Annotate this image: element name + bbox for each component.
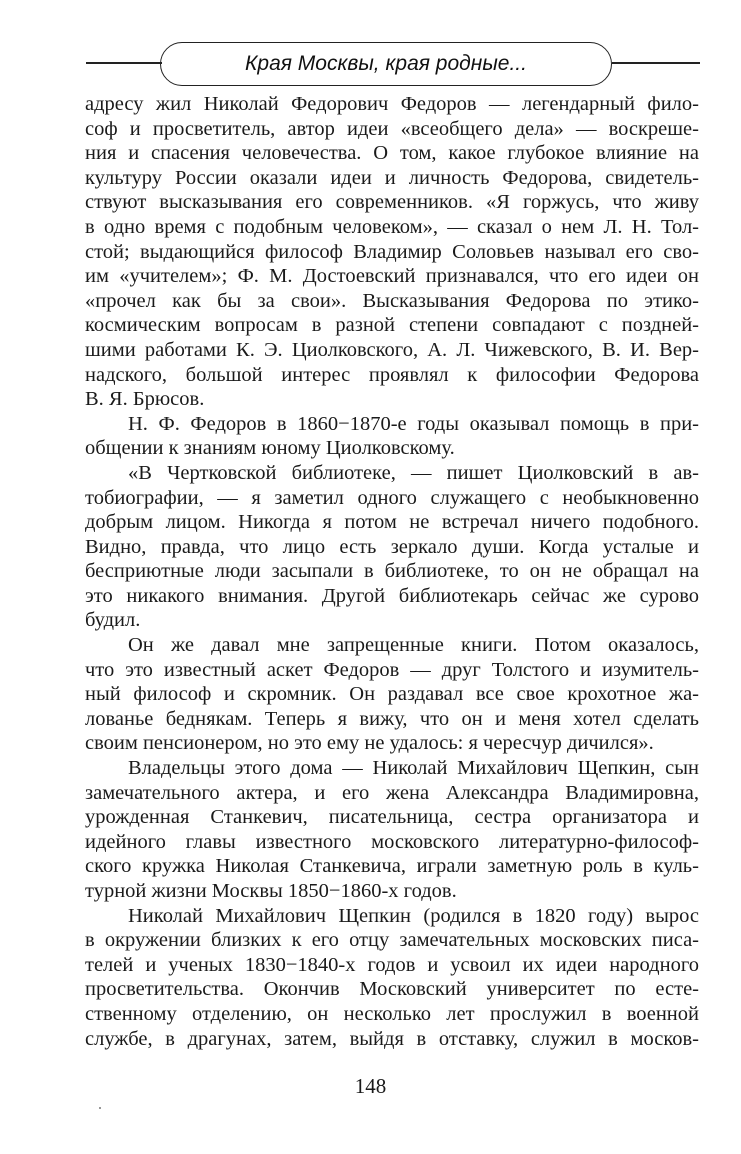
header-rule-left [86, 62, 162, 64]
text-line: общении к знаниям юному Циолковскому. [85, 437, 455, 460]
paragraph [85, 92, 699, 412]
paragraph [85, 633, 699, 756]
text-line: Николай Михайлович Щепкин (родился в 1820 году) вырос [128, 904, 699, 927]
paragraph [85, 756, 699, 904]
paragraph [85, 461, 699, 633]
running-header [160, 42, 612, 86]
text-line: Владельцы этого дома — Николай Михайлович Щепкин, сын [128, 757, 699, 780]
text-line: космическим вопросам в разной степени совпадают с поздней- [85, 314, 699, 337]
text-line: им «учителем»; Ф. М. Достоевский признавался, что его идеи он [85, 265, 699, 288]
text-line: ный философ и скромник. Он раздавал все свое крохотное жа- [85, 683, 699, 706]
text-line: надского, большой интерес проявлял к философии Федорова [85, 363, 699, 386]
text-line: шими работами К. Э. Циолковского, А. Л. Чижевского, В. И. Вер- [85, 338, 699, 361]
text-line: турной жизни Москвы 1850−1860-х годов. [85, 880, 457, 902]
text-line: ствуют высказывания его современников. «Я горжусь, что живу [85, 191, 699, 214]
header-rule-right [612, 62, 700, 64]
text-line: службе, в драгунах, затем, выйдя в отставку, служил в москов- [85, 1027, 699, 1050]
text-line: «В Чертковской библиотеке, — пишет Циолковский в ав- [128, 461, 699, 484]
text-line: в окружении близких к его отцу замечательных московских писа- [85, 929, 699, 952]
paragraph [85, 412, 699, 461]
running-header-title: Края Москвы, края родные... [245, 52, 527, 75]
text-line: идейного главы известного московского литературно-философ- [85, 830, 699, 853]
text-line: это никакого внимания. Другой библиотекарь сейчас же сурово [85, 584, 699, 607]
text-line: ственному отделению, он несколько лет прослужил в военной [85, 1002, 699, 1025]
text-line: тобиографии, — я заметил одного служащего с необыкновенно [85, 486, 699, 509]
scan-speck [99, 1107, 101, 1109]
text-line: что это известный аскет Федоров — друг Толстого и изумитель- [85, 658, 699, 681]
text-line: будил. [85, 609, 141, 632]
page-number: 148 [354, 1074, 387, 1098]
text-line: культуру России оказали идеи и личность Федорова, свидетель- [85, 166, 699, 189]
text-line: в одно время с подобным человеком», — сказал о нем Л. Н. Тол- [85, 215, 699, 238]
text-line: ского кружка Николая Станкевича, играли заметную роль в куль- [85, 855, 699, 878]
text-line: замечательного актера, и его жена Александра Владимировна, [85, 781, 699, 804]
text-line: «прочел как бы за свои». Высказывания Федорова по этико- [85, 289, 699, 312]
body-text [85, 92, 699, 1051]
text-line: адресу жил Николай Федорович Федоров — легендарный фило- [85, 93, 699, 115]
text-line: Он же давал мне запрещенные книги. Потом оказалось, [128, 634, 699, 657]
text-line: бесприютные люди засыпали в библиотеке, то он не обращал на [85, 560, 699, 583]
text-line: урожденная Станкевич, писательница, сестра организатора и [85, 806, 699, 829]
text-line: лованье беднякам. Теперь я вижу, что он и меня хотел сделать [85, 707, 699, 730]
text-line: ния и спасения человечества. О том, какое глубокое влияние на [85, 142, 699, 165]
text-line: Видно, правда, что лицо есть зеркало души. Когда усталые и [85, 535, 699, 558]
text-line: добрым лицом. Никогда я потом не встречал ничего подобного. [85, 511, 699, 534]
text-line: своим пенсионером, но это ему не удалось: я чересчур дичился». [85, 732, 654, 755]
text-line: соф и просветитель, автор идеи «всеобщего дела» — воскреше- [85, 117, 699, 140]
text-line: стой; выдающийся философ Владимир Соловьев называл его сво- [85, 240, 699, 263]
text-line: В. Я. Брюсов. [85, 388, 205, 411]
text-line: телей и ученых 1830−1840-х годов и усвоил их идеи народного [85, 953, 699, 976]
text-line: Н. Ф. Федоров в 1860−1870-е годы оказывал помощь в при- [128, 412, 699, 435]
text-line: просветительства. Окончив Московский университет по есте- [85, 978, 699, 1001]
paragraph [85, 904, 699, 1052]
